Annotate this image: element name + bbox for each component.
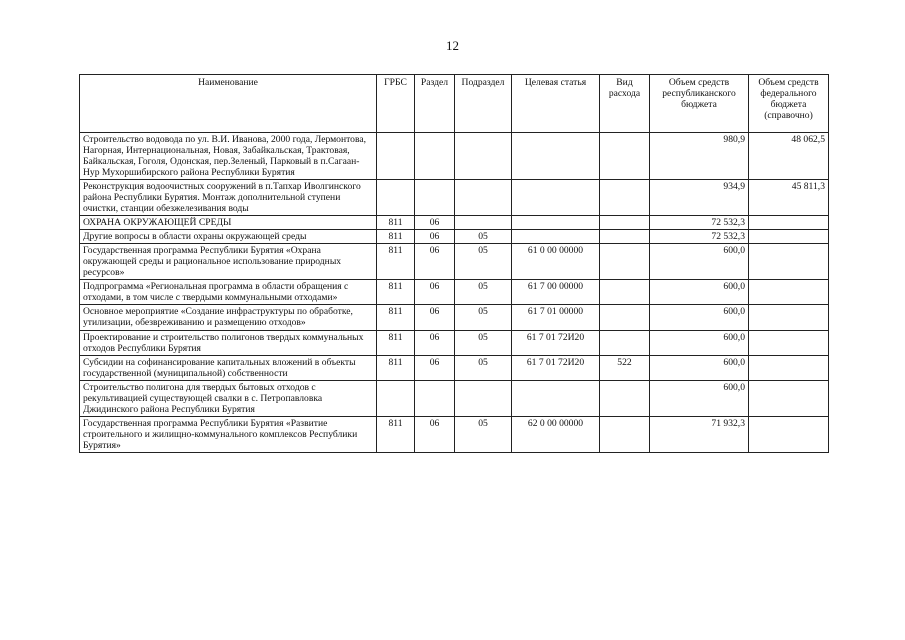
table-header-row xyxy=(80,75,829,133)
cell-expense-type xyxy=(600,230,650,244)
cell-grbs: 811 xyxy=(377,355,415,380)
cell-subsection: 05 xyxy=(455,330,512,355)
cell-name: Государственная программа Республики Бурятия «Охрана окружающей среды и рациональное использование природных ресурсов» xyxy=(80,244,377,280)
cell-target: 61 7 01 72И20 xyxy=(512,330,600,355)
header-subsection: Подраздел xyxy=(455,75,512,133)
cell-subsection: 05 xyxy=(455,280,512,305)
header-section: Раздел xyxy=(415,75,455,133)
cell-subsection: 05 xyxy=(455,244,512,280)
cell-name: Субсидии на софинансирование капитальных вложений в объекты государственной (муниципальной) собственности xyxy=(80,355,377,380)
budget-table xyxy=(79,74,829,453)
header-expense-type: Вид расхода xyxy=(600,75,650,133)
cell-target xyxy=(512,380,600,416)
cell-federal xyxy=(749,355,829,380)
cell-expense-type xyxy=(600,330,650,355)
table-row xyxy=(80,133,829,180)
table-row xyxy=(80,280,829,305)
cell-section: 06 xyxy=(415,305,455,330)
cell-name: ОХРАНА ОКРУЖАЮЩЕЙ СРЕДЫ xyxy=(80,216,377,230)
cell-grbs: 811 xyxy=(377,280,415,305)
cell-grbs xyxy=(377,380,415,416)
cell-target: 61 7 01 72И20 xyxy=(512,355,600,380)
cell-subsection xyxy=(455,133,512,180)
table-row xyxy=(80,244,829,280)
cell-federal xyxy=(749,416,829,452)
header-target: Целевая статья xyxy=(512,75,600,133)
table-row xyxy=(80,355,829,380)
cell-republican: 71 932,3 xyxy=(650,416,749,452)
cell-section: 06 xyxy=(415,330,455,355)
cell-grbs: 811 xyxy=(377,330,415,355)
cell-republican: 600,0 xyxy=(650,280,749,305)
cell-subsection: 05 xyxy=(455,305,512,330)
cell-name: Государственная программа Республики Бурятия «Развитие строительного и жилищно-коммунального комплексов Республики Бурятия» xyxy=(80,416,377,452)
cell-name: Строительство водовода по ул. В.И. Иванова, 2000 года, Лермонтова, Нагорная, Интернациональная, Новая, Забайкальская, Трактовая, Байкальская, Гоголя, Одонская, пер.Зеленый, Парковый в п.Сагаан-Нур Мухоршибирского района Республики Бурятия xyxy=(80,133,377,180)
cell-section: 06 xyxy=(415,230,455,244)
cell-federal: 45 811,3 xyxy=(749,180,829,216)
table-row xyxy=(80,230,829,244)
cell-expense-type xyxy=(600,216,650,230)
cell-grbs: 811 xyxy=(377,230,415,244)
cell-section xyxy=(415,133,455,180)
table-row xyxy=(80,216,829,230)
cell-expense-type xyxy=(600,380,650,416)
cell-grbs: 811 xyxy=(377,305,415,330)
cell-republican: 600,0 xyxy=(650,330,749,355)
cell-federal xyxy=(749,305,829,330)
cell-grbs xyxy=(377,180,415,216)
cell-name: Основное мероприятие «Создание инфраструктуры по обработке, утилизации, обезвреживанию и размещению отходов» xyxy=(80,305,377,330)
cell-republican: 600,0 xyxy=(650,380,749,416)
cell-expense-type xyxy=(600,244,650,280)
cell-subsection: 05 xyxy=(455,230,512,244)
cell-section: 06 xyxy=(415,216,455,230)
cell-expense-type xyxy=(600,133,650,180)
cell-expense-type xyxy=(600,305,650,330)
cell-expense-type xyxy=(600,180,650,216)
cell-target xyxy=(512,216,600,230)
cell-subsection xyxy=(455,216,512,230)
cell-name: Строительство полигона для твердых бытовых отходов с рекультивацией существующей свалки в с. Петропавловка Джидинского района Республики Бурятия xyxy=(80,380,377,416)
cell-federal xyxy=(749,380,829,416)
cell-section: 06 xyxy=(415,355,455,380)
cell-target: 62 0 00 00000 xyxy=(512,416,600,452)
cell-name: Проектирование и строительство полигонов твердых коммунальных отходов Республики Бурятия xyxy=(80,330,377,355)
cell-republican: 600,0 xyxy=(650,305,749,330)
cell-expense-type xyxy=(600,416,650,452)
cell-target xyxy=(512,180,600,216)
table-row xyxy=(80,305,829,330)
cell-subsection xyxy=(455,380,512,416)
table-row xyxy=(80,330,829,355)
cell-section: 06 xyxy=(415,416,455,452)
page-number: 12 xyxy=(446,38,459,53)
cell-republican: 72 532,3 xyxy=(650,230,749,244)
cell-subsection: 05 xyxy=(455,416,512,452)
cell-section xyxy=(415,380,455,416)
cell-section: 06 xyxy=(415,280,455,305)
cell-target xyxy=(512,133,600,180)
cell-subsection xyxy=(455,180,512,216)
cell-target: 61 7 00 00000 xyxy=(512,280,600,305)
cell-republican: 980,9 xyxy=(650,133,749,180)
table-body xyxy=(80,133,829,453)
cell-expense-type xyxy=(600,280,650,305)
cell-name: Подпрограмма «Региональная программа в области обращения с отходами, в том числе с твердыми коммунальными отходами» xyxy=(80,280,377,305)
table-row xyxy=(80,380,829,416)
cell-target xyxy=(512,230,600,244)
cell-grbs: 811 xyxy=(377,244,415,280)
cell-federal xyxy=(749,330,829,355)
header-name: Наименование xyxy=(80,75,377,133)
table-row xyxy=(80,416,829,452)
header-federal: Объем средств федерального бюджета (справочно) xyxy=(749,75,829,133)
cell-republican: 600,0 xyxy=(650,355,749,380)
cell-federal xyxy=(749,216,829,230)
cell-grbs xyxy=(377,133,415,180)
table-row xyxy=(80,180,829,216)
cell-federal: 48 062,5 xyxy=(749,133,829,180)
cell-federal xyxy=(749,244,829,280)
cell-federal xyxy=(749,280,829,305)
cell-republican: 934,9 xyxy=(650,180,749,216)
cell-name: Реконструкция водоочистных сооружений в п.Тапхар Иволгинского района Республики Бурятия. Монтаж дополнительной ступени очистки, станции обезжелезивания воды xyxy=(80,180,377,216)
cell-section xyxy=(415,180,455,216)
cell-grbs: 811 xyxy=(377,216,415,230)
cell-grbs: 811 xyxy=(377,416,415,452)
cell-republican: 600,0 xyxy=(650,244,749,280)
header-republican: Объем средств республиканского бюджета xyxy=(650,75,749,133)
cell-expense-type: 522 xyxy=(600,355,650,380)
header-grbs: ГРБС xyxy=(377,75,415,133)
cell-republican: 72 532,3 xyxy=(650,216,749,230)
cell-subsection: 05 xyxy=(455,355,512,380)
cell-target: 61 7 01 00000 xyxy=(512,305,600,330)
cell-target: 61 0 00 00000 xyxy=(512,244,600,280)
cell-section: 06 xyxy=(415,244,455,280)
cell-name: Другие вопросы в области охраны окружающей среды xyxy=(80,230,377,244)
cell-federal xyxy=(749,230,829,244)
